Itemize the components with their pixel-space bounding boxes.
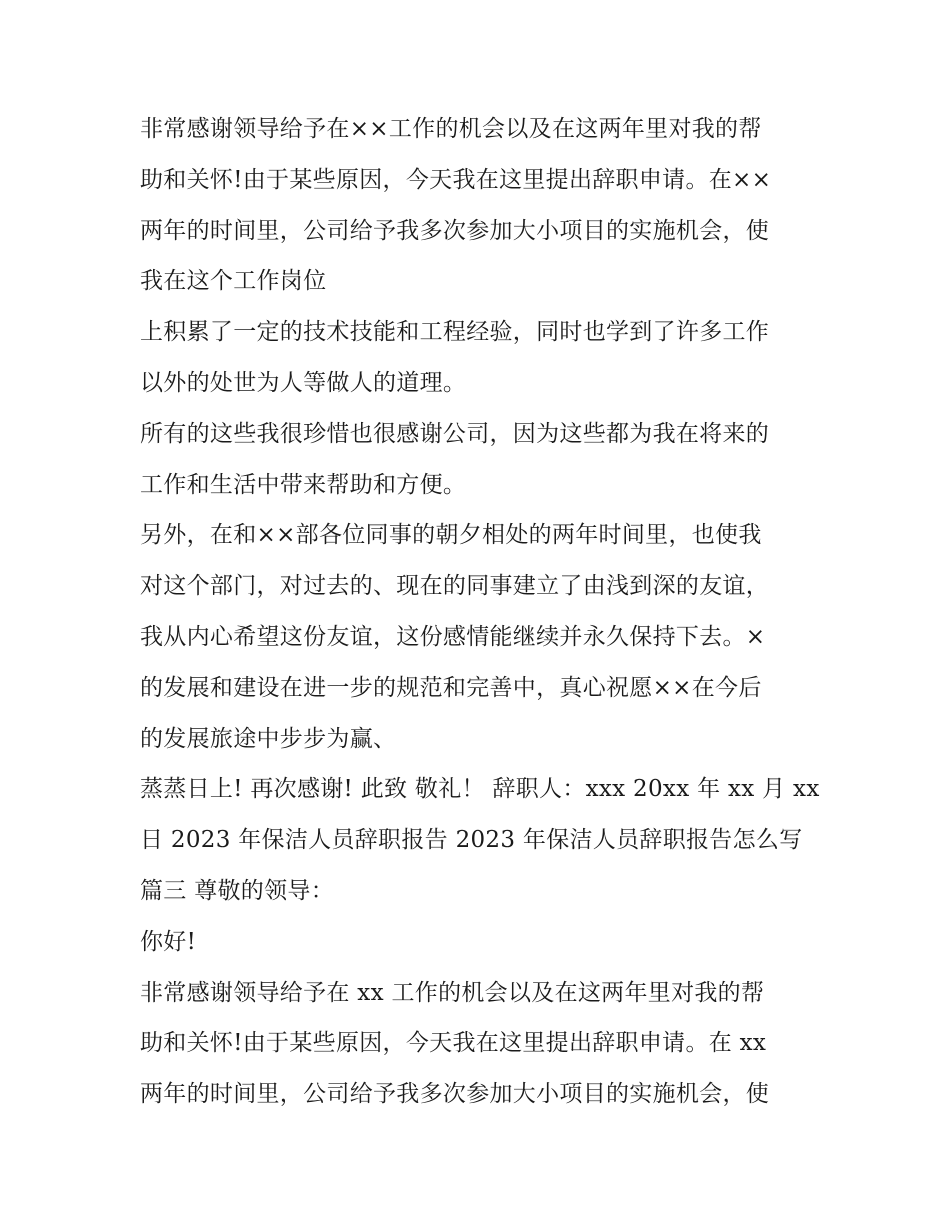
document-body xyxy=(140,104,820,1120)
text-line: 以外的处世为人等做人的道理。 xyxy=(140,369,467,396)
text-line: 对这个部门，对过去的、现在的同事建立了由浅到深的友谊， xyxy=(140,573,770,600)
text-line: 非常感谢领导给予在 xx 工作的机会以及在这两年里对我的帮 xyxy=(140,979,765,1006)
text-line: 篇三 尊敬的领导： xyxy=(140,877,335,904)
text-line: 的发展旅途中步步为赢、 xyxy=(140,725,397,752)
text-line: 日 2023 年保洁人员辞职报告 2023 年保洁人员辞职报告怎么写 xyxy=(140,827,803,854)
text-line: 助和关怀!由于某些原因，今天我在这里提出辞职申请。在 xx xyxy=(140,1030,767,1057)
text-line: 我从内心希望这份友谊，这份感情能继续并永久保持下去。× xyxy=(140,623,766,650)
text-line: 助和关怀!由于某些原因，今天我在这里提出辞职申请。在×× xyxy=(140,166,772,193)
text-line: 非常感谢领导给予在××工作的机会以及在这两年里对我的帮 xyxy=(140,116,762,142)
text-line: 的发展和建设在进一步的规范和完善中，真心祝愿××在今后 xyxy=(140,674,762,701)
text-line: 我在这个工作岗位 xyxy=(140,268,327,295)
text-line: 另外，在和××部各位同事的朝夕相处的两年时间里，也使我 xyxy=(140,522,762,549)
text-line: 两年的时间里，公司给予我多次参加大小项目的实施机会，使 xyxy=(140,1081,770,1108)
text-line: 你好! xyxy=(140,928,197,955)
text-line: 工作和生活中带来帮助和方便。 xyxy=(140,471,467,498)
text-line: 所有的这些我很珍惜也很感谢公司，因为这些都为我在将来的 xyxy=(140,420,770,447)
text-line: 蒸蒸日上! 再次感谢! 此致 敬礼！ 辞职人：xxx 20xx 年 xx 月 xx xyxy=(140,776,820,803)
text-line: 上积累了一定的技术技能和工程经验，同时也学到了许多工作 xyxy=(140,319,770,346)
text-line: 两年的时间里，公司给予我多次参加大小项目的实施机会，使 xyxy=(140,217,770,244)
